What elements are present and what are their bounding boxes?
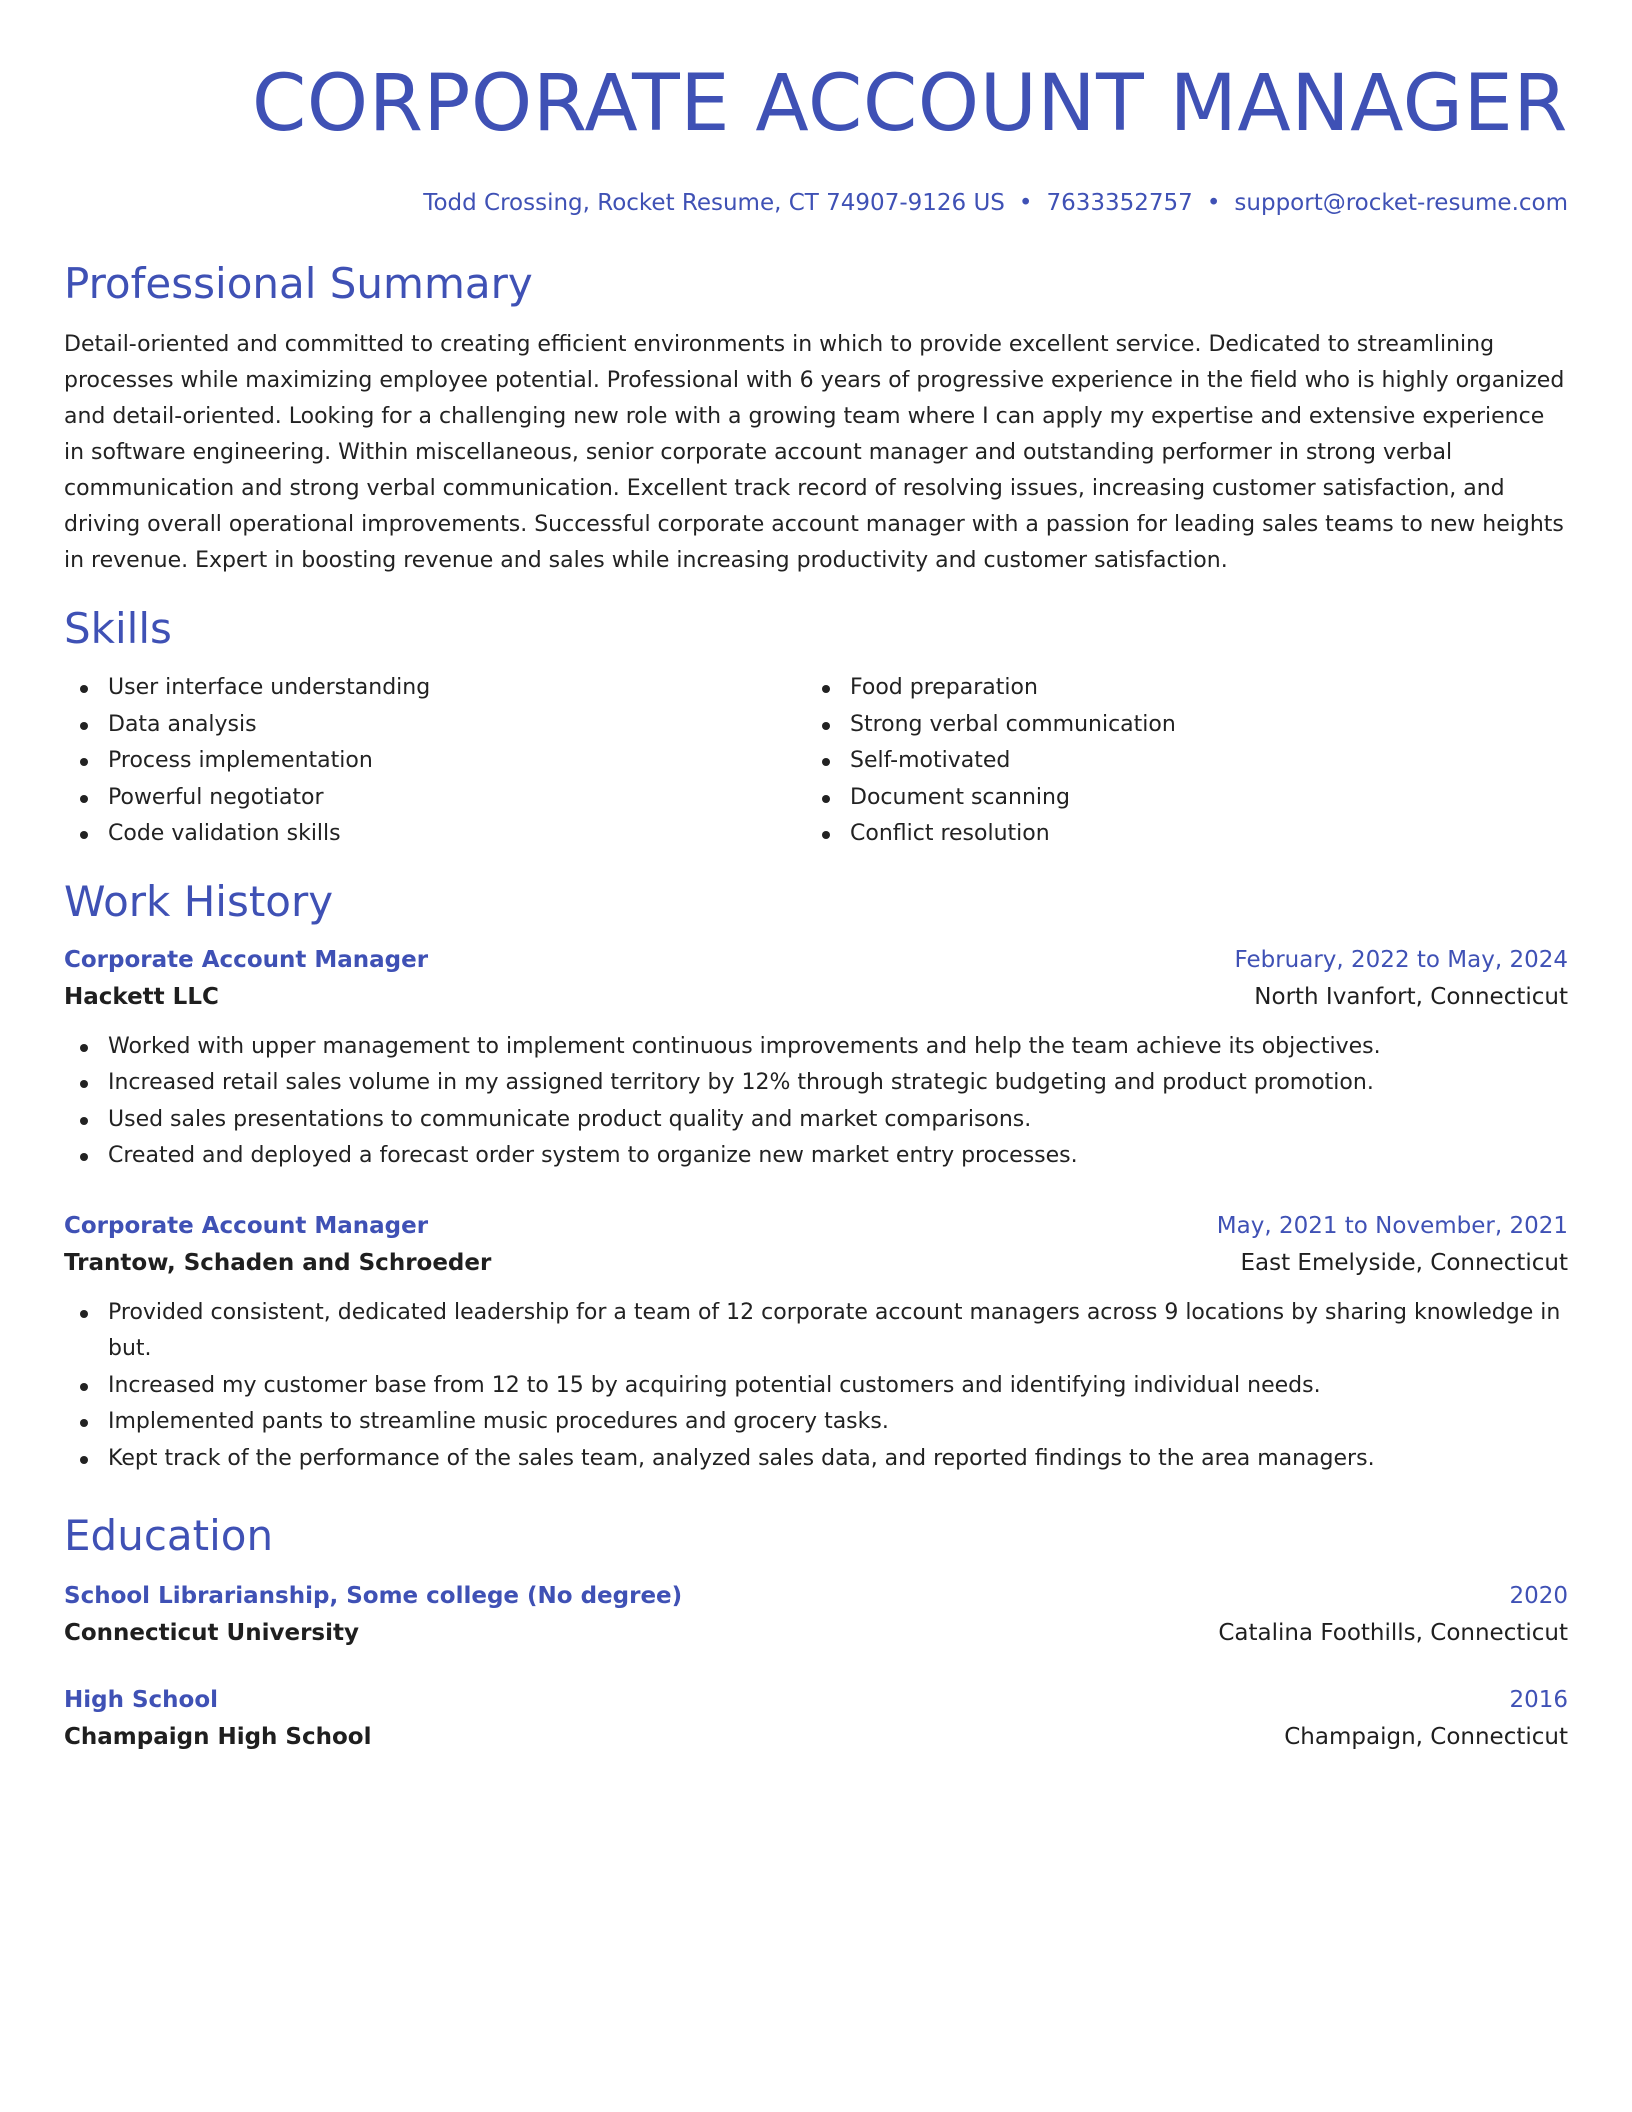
education-degree: School Librarianship, Some college (No degree)	[64, 1583, 683, 1609]
skill-item: Document scanning	[806, 780, 1548, 817]
skills-heading: Skills	[64, 604, 172, 653]
job-bullet: Provided consistent, dedicated leadership for a team of 12 corporate account managers across 9 locations by sharing knowledge in but.	[64, 1295, 1568, 1368]
education-school-row	[64, 1717, 1568, 1757]
education-location: Catalina Foothills, Connecticut	[1218, 1620, 1568, 1646]
summary-text: Detail-oriented and committed to creating efficient environments in which to provide excellent service. Dedicated to streamlining processes while maximizing employee potential. Professional with 6 years of progressive experience in the field who is highly organized and detail-oriented. Looking for a challenging new role with a growing team where I can apply my expertise and extensive experience in software engineering. Within miscellaneous, senior corporate account manager and outstanding performer in strong verbal communication and strong verbal communication. Excellent track record of resolving issues, increasing customer satisfaction, and driving overall operational improvements. Successful corporate account manager with a passion for leading sales teams to new heights in revenue. Expert in boosting revenue and sales while increasing productivity and customer satisfaction.	[64, 332, 1565, 573]
job-dates: February, 2022 to May, 2024	[1234, 946, 1568, 973]
summary-heading: Professional Summary	[64, 259, 533, 308]
job-entry	[64, 943, 1568, 1175]
job-company: Hackett LLC	[64, 983, 219, 1010]
education-school: Connecticut University	[64, 1620, 359, 1646]
job-company: Trantow, Schaden and Schroeder	[64, 1249, 492, 1276]
resume-page	[64, 0, 1568, 1757]
education-year: 2020	[1509, 1583, 1568, 1609]
contact-address: Todd Crossing, Rocket Resume, CT 74907-9126 US	[423, 190, 1005, 216]
contact-phone: 7633352757	[1046, 190, 1193, 216]
education-year: 2016	[1509, 1687, 1568, 1713]
education-school: Champaign High School	[64, 1724, 372, 1750]
job-bullet: Worked with upper management to implement continuous improvements and help the team achieve its objectives.	[64, 1029, 1568, 1066]
job-dates: May, 2021 to November, 2021	[1216, 1212, 1568, 1239]
education-degree: High School	[64, 1687, 219, 1713]
education-location: Champaign, Connecticut	[1284, 1724, 1568, 1750]
contact-separator: •	[1018, 190, 1033, 216]
work-history-heading: Work History	[64, 876, 334, 926]
job-entry	[64, 1209, 1568, 1478]
job-company-row	[64, 1243, 1568, 1283]
job-bullet: Increased retail sales volume in my assigned territory by 12% through strategic budgeting and product promotion.	[64, 1065, 1568, 1102]
skill-item: User interface understanding	[64, 670, 806, 707]
job-title: Corporate Account Manager	[64, 946, 429, 973]
skills-grid	[64, 670, 1568, 853]
skill-item: Powerful negotiator	[64, 780, 806, 817]
job-bullet: Used sales presentations to communicate product quality and market comparisons.	[64, 1102, 1568, 1139]
contact-line	[64, 188, 1568, 218]
resume-title: CORPORATE ACCOUNT MANAGER	[251, 59, 1568, 149]
job-bullet-list	[64, 1295, 1568, 1478]
education-school-row	[64, 1613, 1568, 1653]
education-degree-row	[64, 1683, 1568, 1717]
skill-item: Food preparation	[806, 670, 1548, 707]
job-bullet: Implemented pants to streamline music procedures and grocery tasks.	[64, 1404, 1568, 1441]
education-entry	[64, 1683, 1568, 1757]
skills-list-left	[64, 670, 806, 853]
contact-email[interactable]: support@rocket-resume.com	[1234, 190, 1568, 216]
job-location: East Emelyside, Connecticut	[1240, 1249, 1568, 1276]
job-bullet: Increased my customer base from 12 to 15 by acquiring potential customers and identifying individual needs.	[64, 1368, 1568, 1405]
skill-item: Code validation skills	[64, 816, 806, 853]
education-entry	[64, 1579, 1568, 1653]
skill-item: Conflict resolution	[806, 816, 1548, 853]
skill-item: Strong verbal communication	[806, 707, 1548, 744]
job-bullet: Created and deployed a forecast order system to organize new market entry processes.	[64, 1138, 1568, 1175]
job-title: Corporate Account Manager	[64, 1212, 429, 1239]
contact-separator: •	[1206, 190, 1221, 216]
job-bullet-list	[64, 1029, 1568, 1175]
job-company-row	[64, 977, 1568, 1017]
skill-item: Process implementation	[64, 743, 806, 780]
job-location: North Ivanfort, Connecticut	[1254, 983, 1568, 1010]
skill-item: Self-motivated	[806, 743, 1548, 780]
job-title-row	[64, 1209, 1568, 1243]
education-heading: Education	[64, 1511, 274, 1560]
job-title-row	[64, 943, 1568, 977]
skills-list-right	[806, 670, 1548, 853]
skill-item: Data analysis	[64, 707, 806, 744]
education-degree-row	[64, 1579, 1568, 1613]
job-bullet: Kept track of the performance of the sales team, analyzed sales data, and reported findings to the area managers.	[64, 1441, 1568, 1478]
